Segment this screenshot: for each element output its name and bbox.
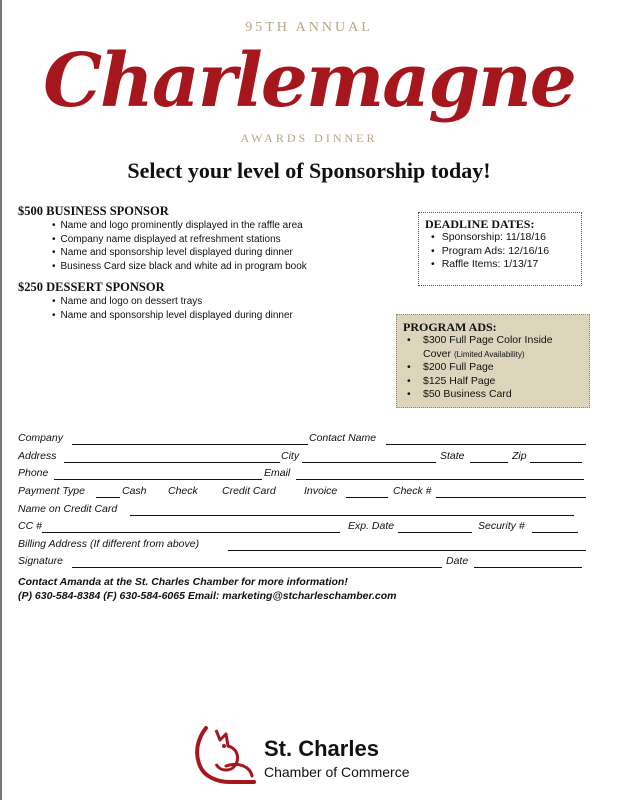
business-sponsor-list [52,219,307,273]
deadline-list [431,231,575,272]
phone-label: Phone [18,467,49,479]
event-subtitle: AWARDS DINNER [240,131,378,145]
company-field[interactable] [72,444,308,445]
signature-field[interactable] [72,567,442,568]
dessert-sponsor-list [52,295,293,322]
billing-address-label: Billing Address (If different from above) [18,538,200,550]
cc-number-label: CC # [18,520,42,532]
state-label: State [440,450,465,462]
check-number-field[interactable] [436,497,586,498]
list-item: • Raffle Items: 1/13/17 [431,258,575,272]
program-ads-box [396,314,590,408]
payment-invoice-option[interactable]: Invoice [304,485,338,497]
business-sponsor-title: $500 BUSINESS SPONSOR [18,204,169,218]
cc-number-field[interactable] [42,532,340,533]
fox-logo-icon [186,722,262,788]
payment-type-blank[interactable] [96,497,120,498]
contact-info [18,575,397,603]
security-label: Security # [478,520,525,532]
event-edition: 95TH ANNUAL [245,20,373,35]
name-on-card-field[interactable] [130,515,574,516]
contact-name-label: Contact Name [309,432,377,444]
phone-field[interactable] [54,479,262,480]
payment-type-label: Payment Type [18,485,85,497]
payment-check-option[interactable]: Check [168,485,198,497]
chamber-logo [186,722,446,788]
list-item: • Name and logo on dessert trays [52,295,293,309]
invoice-blank[interactable] [346,497,388,498]
list-item: • $125 Half Page [407,375,583,389]
name-on-card-label: Name on Credit Card [18,503,118,515]
exp-date-label: Exp. Date [348,520,395,532]
signature-label: Signature [18,555,63,567]
address-field[interactable] [64,462,280,463]
page-headline: Select your level of Sponsorship today! [127,158,491,183]
event-title: Charlemagne [43,38,575,124]
list-item: • $300 Full Page Color Inside Cover (Limited Availability) [407,334,583,361]
program-ads-list [407,334,583,402]
list-item: • Sponsorship: 11/18/16 [431,231,575,245]
state-field[interactable] [470,462,508,463]
program-ads-title: PROGRAM ADS: [403,320,497,334]
payment-credit-card-option[interactable]: Credit Card [222,485,276,497]
company-label: Company [18,432,63,444]
list-item: • Program Ads: 12/16/16 [431,245,575,259]
list-item: • Company name displayed at refreshment stations [52,233,307,247]
dessert-sponsor-title: $250 DESSERT SPONSOR [18,280,165,294]
check-number-label: Check # [393,485,432,497]
billing-address-field[interactable] [228,550,586,551]
list-item: • Business Card size black and white ad in program book [52,260,307,274]
deadline-dates-box [418,212,582,286]
email-field[interactable] [296,479,584,480]
security-field[interactable] [532,532,578,533]
city-field[interactable] [302,462,436,463]
list-item: • $50 Business Card [407,388,583,402]
address-label: Address [18,450,57,462]
contact-line-2: (P) 630-584-8384 (F) 630-584-6065 Email: marketing@stcharleschamber.com [18,590,397,602]
list-item: • Name and sponsorship level displayed during dinner [52,309,293,323]
exp-date-field[interactable] [398,532,472,533]
chamber-subtitle: Chamber of Commerce [264,764,410,780]
list-item: • Name and sponsorship level displayed during dinner [52,246,307,260]
zip-field[interactable] [530,462,582,463]
contact-name-field[interactable] [386,444,586,445]
contact-line-1: Contact Amanda at the St. Charles Chamber for more information! [18,576,348,588]
zip-label: Zip [512,450,527,462]
deadline-title: DEADLINE DATES: [425,217,535,231]
date-label: Date [446,555,469,567]
email-label: Email [264,467,291,479]
list-item: • $200 Full Page [407,361,583,375]
city-label: City [281,450,300,462]
date-field[interactable] [474,567,582,568]
payment-cash-option[interactable]: Cash [122,485,147,497]
chamber-name: St. Charles [264,736,379,761]
list-item: • Name and logo prominently displayed in the raffle area [52,219,307,233]
